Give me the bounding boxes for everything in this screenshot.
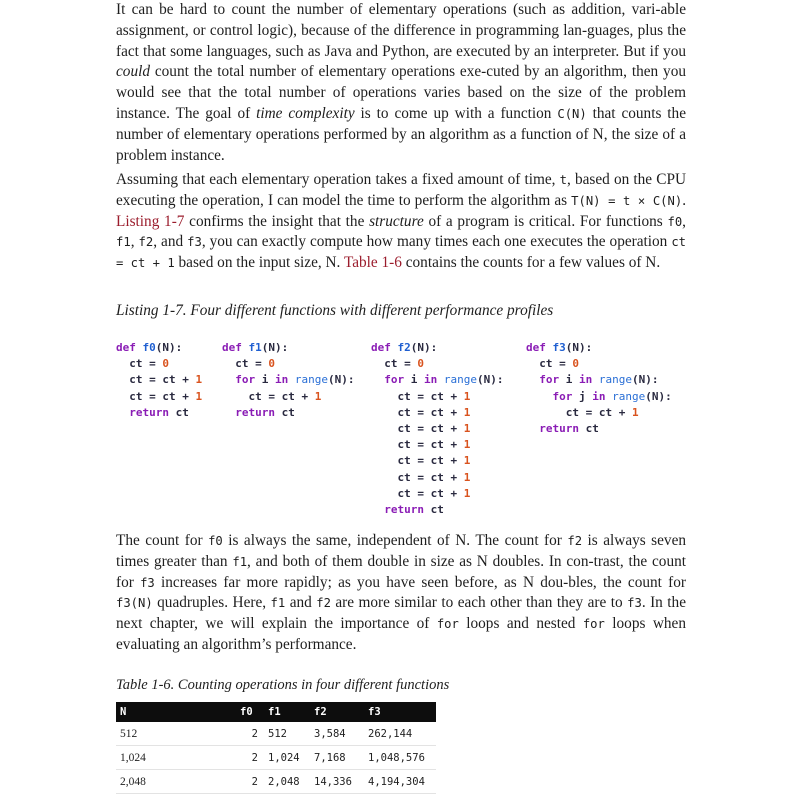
text-run: loops when evaluating an algorithm’s performance. bbox=[116, 615, 686, 653]
listing-link[interactable]: Listing 1-7 bbox=[116, 212, 185, 230]
text-run: , and both of them double in size as N doubles. In con-trast, the count for bbox=[116, 552, 687, 591]
table-row bbox=[116, 722, 436, 746]
code-line: for i in range(N): bbox=[384, 373, 504, 387]
text-run: quadruples. Here, bbox=[152, 594, 271, 612]
text-run: , you can exactly compute how many times each one executes the operation bbox=[201, 233, 672, 251]
text-run: confirms the insight that the bbox=[184, 212, 370, 230]
code-line: ct = 0 bbox=[235, 357, 275, 371]
inline-code: f1 bbox=[116, 235, 131, 250]
text-run: is always the same, independent of N. The count for bbox=[222, 532, 568, 549]
table-caption: Table 1-6. Counting operations in four different functions bbox=[116, 677, 450, 693]
code-line: ct = ct + 1 bbox=[248, 389, 322, 403]
code-line: ct = ct + 1 bbox=[397, 486, 471, 500]
text-run: are more similar to each other than they are to bbox=[330, 594, 628, 612]
text-run: of a program is critical. For functions bbox=[423, 212, 668, 230]
code-line: def f3(N): bbox=[526, 341, 593, 354]
code-line: ct = ct + 1 bbox=[397, 389, 471, 403]
text-run: , bbox=[130, 233, 139, 251]
column-header-f0: f0 bbox=[236, 702, 264, 722]
text-run: . In the next chapter, we will explain the importance of bbox=[116, 594, 686, 633]
inline-code: f2 bbox=[316, 596, 331, 611]
inline-code: f1 bbox=[270, 596, 286, 611]
inline-code: f3(N) bbox=[116, 596, 153, 611]
inline-code: f0 bbox=[667, 214, 683, 229]
inline-code: f3 bbox=[627, 596, 642, 611]
text-run: loops and nested bbox=[458, 615, 583, 633]
text-run: , based on the CPU executing the operation, I can model the time to perform the algorithm as bbox=[116, 171, 686, 209]
code-line: def f1(N): bbox=[222, 341, 289, 354]
code-line: for i in range(N): bbox=[235, 373, 355, 387]
column-header-f2: f2 bbox=[310, 702, 364, 722]
text-run: contains the counts for a few values of N. bbox=[401, 254, 661, 272]
text-run: is always seven times greater than bbox=[116, 532, 687, 570]
code-line: ct = ct + 1 bbox=[129, 389, 203, 403]
table-cell: 1,048,576 bbox=[364, 746, 436, 770]
text-run: Assuming that each elementary operation takes a fixed amount of time, bbox=[116, 171, 560, 188]
text-run: count the total number of elementary operations exe-cuted by an algorithm, then you would see that the total number of operations varies based on the size of the problem instance. The goal of bbox=[116, 63, 686, 122]
code-line: return ct bbox=[129, 405, 189, 419]
inline-code: f1 bbox=[232, 554, 248, 569]
code-line: for j in range(N): bbox=[552, 389, 672, 403]
text-run: It can be hard to count the number of elementary operations (such as addition, vari-able assignment, or control logic), because of the difference in programming lan-guages, plus the fact that some languages, such as Java and Python, are executed by an interpreter. But if you bbox=[116, 1, 686, 60]
code-line: ct = ct + 1 bbox=[397, 470, 471, 484]
table-cell: 4,194,304 bbox=[364, 770, 436, 794]
table-row bbox=[116, 746, 436, 770]
table-cell: 2 bbox=[236, 722, 264, 746]
emphasis-could: could bbox=[116, 63, 150, 81]
text-run: . bbox=[682, 191, 687, 209]
table-row bbox=[116, 770, 436, 794]
code-line: def f2(N): bbox=[371, 341, 438, 354]
code-line: ct = ct + 1 bbox=[565, 405, 639, 419]
inline-code: f2 bbox=[567, 534, 583, 548]
table-header-row bbox=[116, 702, 436, 722]
table-cell: 2,048 bbox=[264, 770, 310, 794]
emphasis-structure: structure bbox=[369, 212, 424, 230]
code-line: ct = 0 bbox=[539, 357, 579, 371]
table-cell: 7,168 bbox=[310, 746, 364, 770]
inline-code: C(N) bbox=[557, 106, 587, 121]
code-line: ct = ct + 1 bbox=[397, 422, 471, 436]
code-line: return ct bbox=[235, 405, 295, 419]
code-line: def f0(N): bbox=[116, 341, 183, 354]
table-cell: 2,048 bbox=[116, 770, 236, 794]
paragraph-time-model bbox=[116, 170, 686, 274]
table-cell: 1,024 bbox=[116, 746, 236, 770]
code-block-f2 bbox=[371, 340, 504, 518]
inline-code: T(N) = t × C(N) bbox=[571, 193, 683, 208]
text-run: that counts the number of elementary operations performed by an algorithm as a function of N, the size of a problem instance. bbox=[116, 104, 686, 164]
code-block-f0 bbox=[116, 340, 202, 421]
inline-code: for bbox=[582, 617, 605, 632]
inline-code: for bbox=[436, 617, 459, 632]
code-line: ct = ct + 1 bbox=[397, 405, 471, 419]
code-line: ct = ct + 1 bbox=[397, 454, 471, 468]
table-cell: 14,336 bbox=[310, 770, 364, 794]
text-run: increases far more rapidly; as you have seen before, as N dou-bles, the count for bbox=[154, 573, 686, 591]
table-cell: 3,584 bbox=[310, 722, 364, 746]
table-cell: 262,144 bbox=[364, 722, 436, 746]
inline-code: t bbox=[559, 173, 567, 187]
code-line: ct = ct + 1 bbox=[129, 373, 203, 387]
code-block-f1 bbox=[222, 340, 355, 421]
code-block-f3 bbox=[526, 340, 672, 437]
code-line: ct = ct + 1 bbox=[397, 438, 471, 452]
paragraph-count-comparison bbox=[116, 531, 686, 656]
inline-code: ct = ct + 1 bbox=[116, 235, 686, 271]
inline-code: f0 bbox=[208, 534, 223, 548]
code-line: return ct bbox=[539, 422, 599, 436]
column-header-f3: f3 bbox=[364, 702, 436, 722]
column-header-f1: f1 bbox=[264, 702, 310, 722]
text-run: , bbox=[682, 212, 686, 230]
code-line: return ct bbox=[384, 503, 444, 517]
table-cell: 2 bbox=[236, 770, 264, 794]
column-header-n: N bbox=[116, 702, 236, 722]
code-line: ct = 0 bbox=[384, 357, 424, 371]
text-run: The count for bbox=[116, 532, 209, 549]
inline-code: f3 bbox=[187, 235, 202, 250]
table-cell: 1,024 bbox=[264, 746, 310, 770]
emphasis-time-complexity: time complexity bbox=[256, 104, 355, 122]
text-run: is to come up with a function bbox=[354, 104, 558, 122]
paragraph-time-complexity bbox=[116, 0, 686, 166]
table-cell: 512 bbox=[264, 722, 310, 746]
table-cell: 2 bbox=[236, 746, 264, 770]
text-run: , and bbox=[153, 233, 188, 251]
counts-table bbox=[116, 702, 436, 794]
inline-code: f2 bbox=[138, 235, 154, 250]
text-run: based on the input size, N. bbox=[174, 254, 344, 272]
code-line: for i in range(N): bbox=[539, 373, 659, 387]
text-run: and bbox=[285, 594, 317, 612]
listing-caption: Listing 1-7. Four different functions with different performance profiles bbox=[116, 302, 554, 319]
code-line: ct = 0 bbox=[129, 357, 169, 371]
inline-code: f3 bbox=[140, 575, 155, 590]
table-link[interactable]: Table 1-6 bbox=[343, 254, 402, 272]
table-cell: 512 bbox=[116, 722, 236, 746]
